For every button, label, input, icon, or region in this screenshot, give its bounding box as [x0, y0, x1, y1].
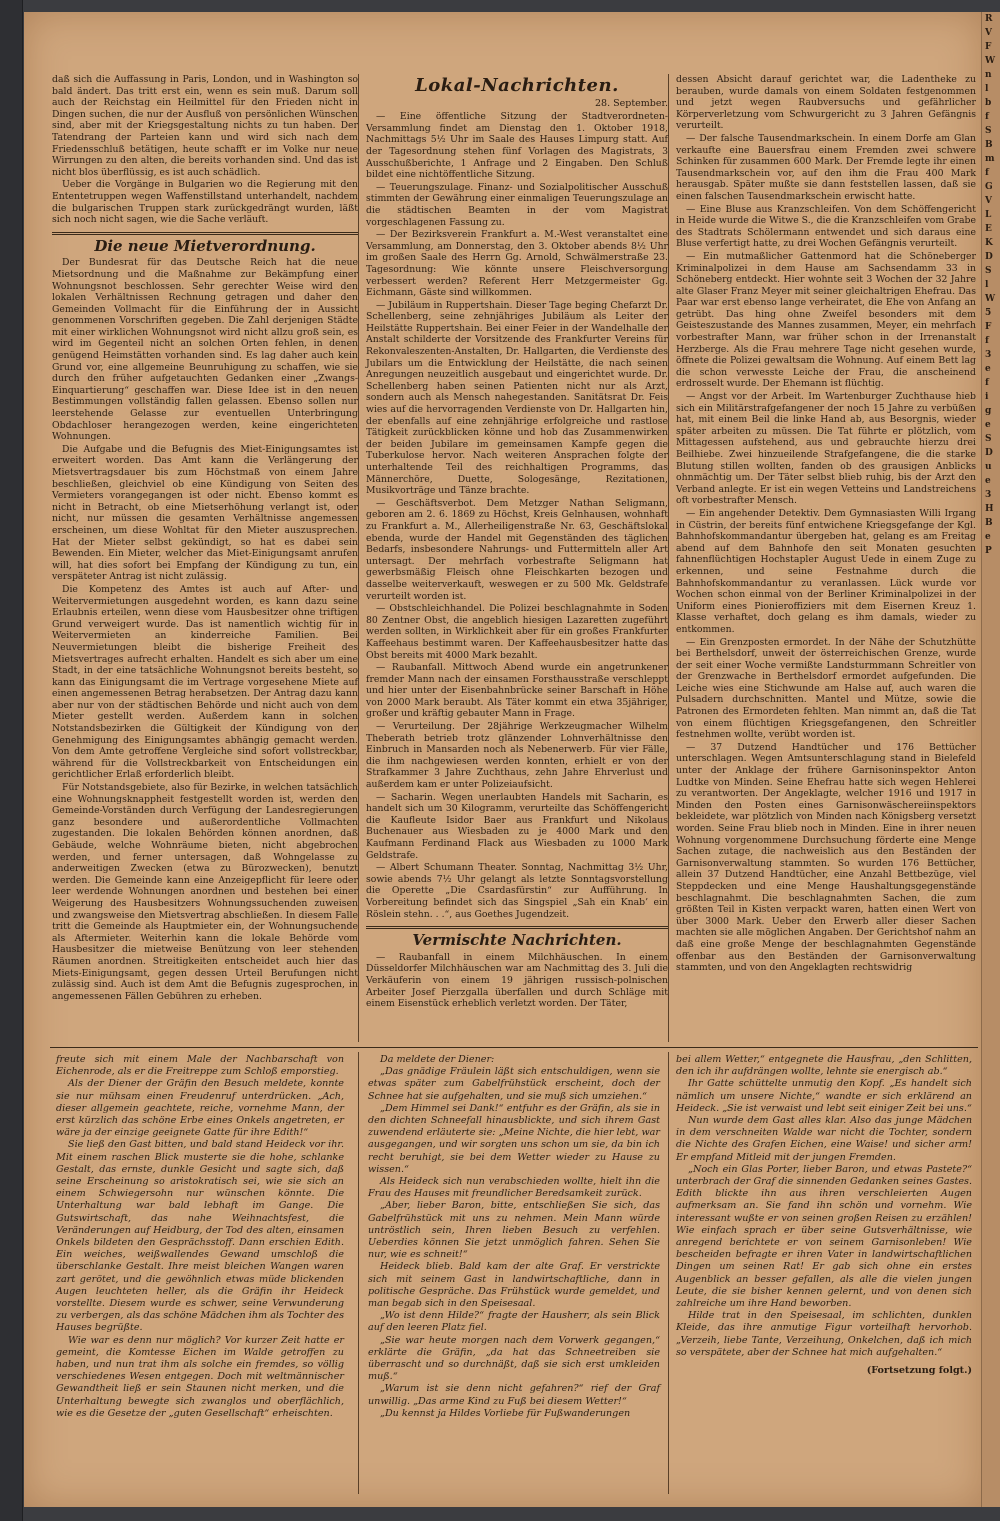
edge-letter: b — [985, 98, 992, 108]
news-item: — Verurteilung. Der 28jährige Werkzeugmacher Wilhelm Theberath betrieb trotz glänzender Lohnverhältnisse den Einbruch in Mansarden noch als Nebenerwerb. Für vier Fälle, die ihm nachgewiesen werden konnten, erhielt er von der Strafkammer 3 Jahre Zuchthaus, zehn Jahre Ehrverlust und außerdem kam er unter Polizeiaufsicht. — [366, 721, 668, 791]
edge-letter: l — [985, 84, 989, 94]
news-item: — 37 Dutzend Handtücher und 176 Bettücher unterschlagen. Wegen Amtsunterschlagung stand in Bielefeld unter der Anklage der frühere Garnisoninspektor Anton Ludtke von Minden. Seine Ehefrau hatte sich wegen Hehlerei zu verantworten. Der Angeklagte, welcher 1916 und 1917 in Minden den Posten eines Garnisonwäschereiinspektors bekleidete, war plötzlich von Minden nach Königsberg versetzt worden. Seine Frau blieb noch in Minden. Eine in ihrer neuen Wohnung vorgenommene Durchsuchung förderte eine Menge Sachen zutage, die nachweislich aus den Beständen der Garnisonverwaltung stammten. So wurden 176 Bettücher, allein 37 Dutzend Handtücher, eine Anzahl Bettbezüge, viel Steppdecken und eine Menge Haushaltungsgegenstände beschlagnahmt. Die beschlagnahmten Sachen, die zum größten Teil in Kisten verpackt waren, hatten einen Wert von über 3000 Mark. Ueber den Erwerb aller dieser Sachen machten sie alle möglichen Angaben. Der Gerichtshof nahm an daß eine große Menge der beschlagnahmten Gegenstände offenbar aus den Beständen der Garnisonverwaltung stammten, und von den Angeklagten rechtswidrig — [676, 741, 976, 974]
edge-letter: m — [985, 154, 995, 164]
edge-letter: f — [985, 336, 989, 346]
continued-note: (Fortsetzung folgt.) — [866, 1365, 972, 1377]
edge-letter: K — [985, 238, 993, 248]
edge-letter: V — [985, 196, 992, 206]
column-rule — [358, 1052, 359, 1494]
edge-letter: D — [985, 448, 993, 458]
column-rule — [668, 1052, 669, 1494]
column-rule — [358, 74, 359, 1042]
serial-paragraph: Heideck blieb. Bald kam der alte Graf. Er verstrickte sich mit seinem Gast in landwirtschaftliche, dann in politische Gespräche. Das Frühstück wurde gemeldet, und man begab sich in den Speisesaal. — [368, 1261, 660, 1310]
edge-letter: L — [985, 210, 992, 220]
news-item: — Angst vor der Arbeit. Im Wartenburger Zuchthause hieb sich ein Militärstrafgefangener der noch 15 Jahre zu verbüßen hat, mit einem Beil die linke Hand ab, aus Besorgnis, wieder später arbeiten zu müssen. Die Tat führte er plötzlich, vom Mittagessen aufstehend, aus und gebrauchte hierzu drei Beilhiebe. Zwei hinzueilende Strafgefangene, die die starke Blutung stillen wollten, fanden ob des grausigen Anblicks ohnmächtig um. Der Täter selbst blieb ruhig, bis der Arzt den Verband anlegte. Er ist ein wegen Vetteins und Landstreichens oft vorbestrafter Mensch. — [676, 391, 976, 507]
news-item: — Sacharin. Wegen unerlaubten Handels mit Sacharin, es handelt sich um 30 Kilogramm, verurteilte das Schöffengericht die Kaufleute Isidor Baer aus Frankfurt und Nikolaus Buchenauer aus Wiesbaden zu je 4000 Mark und den Kaufmann Ferdinand Flack aus Wiesbaden zu 1000 Mark Geldstrafe. — [366, 791, 668, 861]
edge-letter: 5 — [985, 308, 992, 318]
edge-letter: g — [985, 406, 992, 416]
article-heading: Die neue Mietverordnung. — [94, 236, 316, 255]
edge-letter: n — [985, 70, 992, 80]
edge-letter: f — [985, 168, 989, 178]
edge-letter: E — [985, 224, 992, 234]
serial-paragraph: „Dem Himmel sei Dank!“ entfuhr es der Gräfin, als sie in den dichten Schneefall hinausblickte, und sich ihrem Gast zuwendend erläuterte sie: „Meine Nichte, die hier lebt, war ausgegangen, und wir sorgten uns schon um sie, da bin ich recht beruhigt, sie bei dem Wetter wieder zu Hause zu wissen.“ — [368, 1102, 660, 1175]
serial-paragraph: Sie ließ den Gast bitten, und bald stand Heideck vor ihr. Mit einem raschen Blick musterte sie die hohe, schlanke Gestalt, das ernste, dunkle Gesicht und sagte sich, daß seine Erscheinung so aristokratisch sei, wie sie sich an einem Schwiegersohn nur wünschen könnte. Die Unterhaltung war bald lebhaft im Gange. Die Gutswirtschaft, das nahe Weihnachtsfest, die Veränderungen auf Heidburg, der Tod des alten, einsamen Onkels bildeten den Gesprächsstoff. Dann erschien Edith. Ein weiches, weißwallendes Gewand umschloß die überschlanke Gestalt. Ihre meist bleichen Wangen waren zart gerötet, und die gewöhnlich etwas müde blickenden Augen leuchteten heller, als die Gräfin ihr Heideck vorstellte. Diesem wurde es schwer, seine Verwunderung zu verbergen, als das schöne Mädchen ihm als Tochter des Hauses begrüßte. — [56, 1139, 344, 1334]
edge-letter: D — [985, 252, 993, 262]
article-paragraph: Der Bundesrat für das Deutsche Reich hat die neue Mietsordnung und die Maßnahme zur Bekämpfung einer Wohnungsnot beschlossen. Sehr gerechter Weise wird den lokalen Verhältnissen Rechnung getragen und daher den Gemeinden Vollmacht für die Einführung der in Aussicht genommenen Vorschriften gegeben. Die Zahl derjenigen Städte mit einer wirklichen Wohnungsnot wird nicht allzu groß sein, es wird im Gegenteil nicht an solchen Orten fehlen, in denen genügend Heimstätten vorhanden sind. Es lag daher auch kein Grund vor, eine allgemeine Beunruhigung zu schaffen, wie sie durch den früher aufgetauchten Gedanken einer „Zwangs-Einquartierung“ geschaffen war. Diese Idee ist in den neuen Bestimmungen vollständig fallen gelassen. Ebenso sollen nur leerstehende Gelasse zur eventuellen Unterbringung Obdachloser herangezogen werden, keine eingerichteten Wohnungen. — [52, 257, 358, 443]
serial-paragraph: „Aber, lieber Baron, bitte, entschließen Sie sich, das Gabelfrühstück mit uns zu nehmen. Mein Mann würde untröstlich sein, Ihren lieben Besuch zu verfehlen. Ueberdies können Sie jetzt unmöglich fahren. Sehen Sie nur, wie es schneit!“ — [368, 1200, 660, 1261]
edge-letter: G — [985, 182, 993, 192]
edge-letter: W — [985, 56, 996, 66]
article-paragraph: Die Kompetenz des Amtes ist auch auf After- und Weitervermietungen ausgedehnt worden, es kann dazu seine Erlaubnis erteilen, wenn diese vom Hausbesitzer ohne triftigen Grund verweigert wurde. Das ist namentlich wichtig für in Weitervermieten an kinderreiche Familien. Bei Neuvermietungen bleibt die bisherige Freiheit des Mietsvertrages aufrecht erhalten. Handelt es sich aber um eine Stadt, in der eine tatsächliche Wohnungsnot bereits besteht, so kann das Einigungsamt die im Vertrage vorgesehene Miete auf einen angemessenen Betrag herabsetzen. Der Antrag dazu kann aber nur von der städtischen Behörde und nicht auch von dem Mieter gestellt werden. Außerdem kann in solchen Notstandsbezirken die Gültigkeit der Kündigung von der Genehmigung des Einigungsamtes abhängig gemacht werden. Von dem Amte getroffene Vergleiche sind sofort vollstreckbar, während für die Vollstreckbarkeit von Entscheidungen ein gerichtlicher Erlaß erforderlich bleibt. — [52, 583, 358, 781]
edge-letter: F — [985, 42, 992, 52]
news-item: — Ein angehender Detektiv. Dem Gymnasiasten Willi Irgang in Cüstrin, der bereits fünf entwichene Kriegsgefange der Kgl. Bahnhofskommandantur übergeben hat, gelang es am Freitag abend auf dem Bahnhofe den seit Monaten gesuchten fahnenflüchtigen Hochstapler August Uede in einem Zuge zu erkennen, und seine Festnahme durch die Bahnhofskommandantur zu veranlassen. Lück wurde vor Wochen schon einmal von der Berliner Kriminalpolizei in der Uniform eines Pionieroffiziers mit dem Eisernen Kreuz 1. Klasse verhaftet, doch gelang es ihm damals, wieder zu entkommen. — [676, 507, 976, 635]
dateline: 28. September. — [594, 97, 668, 109]
serial-paragraph: Ihr Gatte schüttelte unmutig den Kopf. „Es handelt sich nämlich um unsere Nichte,“ wandte er sich erklärend an Heideck. „Sie ist verwaist und lebt seit einiger Zeit bei uns.“ — [676, 1078, 972, 1114]
edge-letter: B — [985, 518, 993, 528]
serial-paragraph: „Noch ein Glas Porter, lieber Baron, und etwas Pastete?“ unterbrach der Graf die sinnenden Gedanken seines Gastes. Edith blickte ihn aus ihren verschleierten Augen aufmerksam an. Sie fand ihn schön und vornehm. Wie interessant wußte er von seinen großen Reisen zu erzählen! Wie einfach sprach er über seine Gutsverhältnisse, wie anregend berichtete er von seinem Garnisonleben! Wie bescheiden befragte er ihren Vater in landwirtschaftlichen Dingen um seinen Rat! Er gab sich ohne ein erstes Augenblick an besser gefallen, als alle die vielen jungen Leute, die sie bisher kennen gelernt, und von denen sich zahlreiche um ihre Hand beworben. — [676, 1163, 972, 1310]
column-politics — [52, 74, 358, 1003]
section-heading-local: Lokal-Nachrichten. — [415, 75, 619, 96]
serial-paragraph: Nun wurde dem Gast alles klar. Also das junge Mädchen in dem verschneiten Walde war nicht die Tochter, sondern die Nichte des Grafen Eichen, eine Waise! und sicher arm! Er empfand Mitleid mit der jungen Fremden. — [676, 1115, 972, 1163]
edge-letter: e — [985, 364, 991, 374]
divider — [52, 232, 358, 235]
edge-letter: 3 — [985, 350, 992, 360]
edge-letter: u — [985, 462, 992, 472]
news-item: — Geschäftsverbot. Dem Metzger Nathan Seligmann, geboren am 2. 6. 1869 zu Höchst, Kreis Gelnhausen, wohnhaft zu Frankfurt a. M., Allerheiligenstraße Nr. 63, Geschäftslokal ebenda, wurde der Handel mit Gegenständen des täglichen Bedarfs, insbesondere Nahrungs- und Futtermitteln aller Art untersagt. Der mehrfach vorbestrafte Seligmann hat gewerbsmäßig Fleisch ohne Fleischkarten bezogen und dasselbe weiterverkauft, weswegen er zu 500 Mk. Geldstrafe verurteilt worden ist. — [366, 497, 668, 602]
article-paragraph: Die Aufgabe und die Befugnis des Miet-Einigungsamtes ist erweitert worden. Das Amt kann die Verlängerung der Mietsvertragsdauer bis zum Höchstmaß von einem Jahre beschließen, gleichviel ob eine Kündigung von Seiten des Vermieters vorangegangen ist oder nicht. Ebenso kommt es nicht in Betracht, ob eine Mietserhöhung verlangt ist, oder nicht, nur müssen die gesamten Verhältnisse angemessen erscheinen, um diese Wohltat für den Mieter auszusprechen. Hat der Mieter selbst gekündigt, so hat es dabei sein Bewenden. Ein Mieter, welcher das Miet-Einigungsamt anrufen will, hat dies sofort bei Empfang der Kündigung zu tun, ein verspäteter Antrag ist nicht zulässig. — [52, 443, 358, 583]
divider — [366, 926, 668, 929]
edge-letter: 3 — [985, 490, 992, 500]
edge-letter: e — [985, 420, 991, 430]
serial-paragraph: „Das gnädige Fräulein läßt sich entschuldigen, wenn sie etwas später zum Gabelfrühstück erscheint, doch der Schnee hat sie aufgehalten, und sie muß sich umziehen.“ — [368, 1066, 660, 1102]
news-item: — Raubanfall. Mittwoch Abend wurde ein angetrunkener fremder Mann nach der einsamen Forsthausstraße verschleppt und hier unter der Eisenbahnbrücke seiner Barschaft in Höhe von 2000 Mark beraubt. Als Täter kommt ein etwa 35jähriger, großer und kräftig gebauter Mann in Frage. — [366, 662, 668, 720]
serial-paragraph: Hilde trat in den Speisesaal, im schlichten, dunklen Kleide, das ihre anmutige Figur vorteilhaft hervorhob. „Verzeih, liebe Tante, Verzeihung, Onkelchen, daß ich mich so verspätete, aber der Schnee hat mich aufgehalten.“ — [676, 1310, 972, 1358]
news-item: — Der Bezirksverein Frankfurt a. M.-West veranstaltet eine Versammlung, am Donnerstag, den 3. Oktober abends 8½ Uhr im großen Saale des Herrn Gg. Arnold, Schwälmerstraße 23. Tagesordnung: Wie könnte unsere Fleischversorgung verbessert werden? Referent Herr Metzgermeister Gg. Eichmann, Gäste sind willkommen. — [366, 229, 668, 299]
serial-column-3 — [676, 1054, 972, 1377]
edge-letter: W — [985, 294, 996, 304]
news-item: — Teuerungszulage. Finanz- und Sozialpolitischer Ausschuß stimmten der Gewährung einer einmaligen Teuerungszulage an die städtischen Beamten in der vom Magistrat vorgeschlagenen Fassung zu. — [366, 181, 668, 228]
serial-paragraph: bei allem Wetter,“ entgegnete die Hausfrau, „den Schlitten, den ich ihr aufdrängen wollte, lehnte sie energisch ab.“ — [676, 1054, 972, 1078]
serial-paragraph: „Wo ist denn Hilde?“ fragte der Hausherr, als sein Blick auf den leeren Platz fiel. — [368, 1310, 660, 1334]
serial-paragraph: Als Heideck sich nun verabschieden wollte, hielt ihn die Frau des Hauses mit freundlicher Beredsamkeit zurück. — [368, 1176, 660, 1200]
serial-paragraph: „Sie war heute morgen nach dem Vorwerk gegangen,“ erklärte die Gräfin, „da hat das Schneetreiben sie überrascht und so durchnäßt, daß sie sich erst umkleiden muß.“ — [368, 1334, 660, 1383]
edge-letter: S — [985, 126, 992, 136]
serial-paragraph: Wie war es denn nur möglich? Vor kurzer Zeit hatte er gemeint, die Komtesse Eichen im Walde getroffen zu haben, und nun trat ihm als solche ein fremdes, so völlig verschiedenes Wesen entgegen. Doch mit weltmännischer Gewandtheit ließ er sein Staunen nicht merken, und die Unterhaltung bewegte sich zwanglos und oberflächlich, wie es die Gesetze der „guten Gesellschaft“ erheischten. — [56, 1334, 344, 1419]
newspaper-page — [24, 12, 982, 1507]
adjacent-page-edge — [981, 12, 1000, 1507]
news-item: — Ein Grenzposten ermordet. In der Nähe der Schutzhütte bei Berthelsdorf, unweit der österreichischen Grenze, wurde der seit einer Woche vermißte Landsturmmann Schreitler von der Grenzwache in Berthelsdorf ermordet aufgefunden. Die Leiche wies eine Stichwunde am Halse auf, auch waren die Pulsadern durchschnitten. Mantel und Mütze, sowie die Patronen des Ermordeten fehlten. Man nimmt an, daß die Tat von einem flüchtigen Kriegsgefangenen, den Schreitler festnehmen wollte, verübt worden ist. — [676, 636, 976, 741]
edge-letter: e — [985, 476, 991, 486]
serial-column-1 — [56, 1054, 344, 1420]
edge-letter: B — [985, 140, 993, 150]
edge-letter: i — [985, 392, 989, 402]
serial-paragraph: „Du kennst ja Hildes Vorliebe für Fußwanderungen — [380, 1407, 631, 1419]
edge-letter: f — [985, 112, 989, 122]
news-item: — Jubiläum in Ruppertshain. Dieser Tage beging Chefarzt Dr. Schellenberg, seine zehnjähriges Jubiläum als Leiter der Heilstätte Ruppertshain. Bei einer Feier in der Wandelhalle der Anstalt schilderte der Vorsitzende des Frankfurter Vereins für Rekonvaleszenten-Anstalten, Dr. Hallgarten, die Verdienste des Jubilars um die Entwicklung der Heilstätte, die nach seinen Anregungen neuzeitlich ausgebaut und eingerichtet wurde. Dr. Schellenberg haben seinen Patienten nicht nur als Arzt, sondern auch als Mensch nahegestanden. Sanitätsrat Dr. Feis wies auf die hervorragenden Verdienste von Dr. Hallgarten hin, der ebenfalls auf eine zehnjährige erfolgreiche und rastlose Tätigkeit zurückblicken könne und hob das Zusammenwirken der beiden Jubilare im gemeinsamen Kampfe gegen die Tuberkulose hervor. Nach weiteren Ansprachen folgte der unterhaltende Teil des reichhaltigen Programms, das Männerchöre, Duette, Sologesänge, Rezitationen, Musikvorträge und Tänze brachte. — [366, 299, 668, 497]
news-item: — Der falsche Tausendmarkschein. In einem Dorfe am Glan verkaufte eine Bauersfrau einem Fremden zwei schwere Schinken für zusammen 600 Mark. Der Fremde legte ihr einen Tausendmarkschein vor, auf den ihm die Frau 400 Mark herausgab. Später mußte sie dann feststellen lassen, daß sie einen falschen Tausendmarkschein erwischt hatte. — [676, 132, 976, 202]
news-item: — Raubanfall in einem Milchhäuschen. In einem Düsseldorfer Milchhäuschen war am Nachmittag des 3. Juli die Verkäuferin von einem 19 jährigen russisch-polnischen Arbeiter Josef Pierzgalla überfallen und durch Schläge mit einem Eisenstück erheblich verletzt worden. Der Täter, — [366, 951, 668, 1010]
edge-letter: e — [985, 532, 991, 542]
edge-letter: P — [985, 546, 992, 556]
edge-letter: V — [985, 28, 992, 38]
edge-letter: S — [985, 434, 992, 444]
serial-column-2 — [368, 1054, 660, 1420]
article-text: daß sich die Auffassung in Paris, London, und in Washington so bald ändert. Das tritt erst ein, wenn es sein muß. Darum soll auch der Reichstag ein Heilmittel für den Frieden nicht in Dingen suchen, die nur der Ausfluß von persönlichen Wünschen sind, aber mit der Kriegsgestaltung nichts zu tun haben. Der Tatendrang der Parteien kann und wird sich nach dem Friedensschluß betätigen, heute schafft er im Volke nur neue Wirrungen zu den alten, die bereits vorhanden sind. Und das ist nicht blos überflüssig, es ist auch schädlich. — [52, 74, 358, 178]
column-local-news — [366, 74, 668, 1011]
serial-paragraph: Da meldete der Diener: — [380, 1054, 495, 1065]
column-rule — [668, 74, 669, 1042]
edge-letter: R — [985, 14, 993, 24]
section-heading-misc: Vermischte Nachrichten. — [412, 931, 622, 950]
news-item: — Ein mutmaßlicher Gattenmord hat die Schöneberger Kriminalpolizei in dem Hause am Sachsendamm 33 in Schöneberg entdeckt. Hier wohnte seit 3 Wochen der 32 Jahre alte Glaser Franz Meyer mit seiner gleichaltrigen Ehefrau. Das Paar war erst ebenso lange verheiratet, die Ehe von Anfang an getrübt. Das hing ohne Zweifel besonders mit dem Geisteszustande des Mannes zusammen, Meyer, ein mehrfach vorbestrafter Mann, war früher schon in der Irrenanstalt Herzberge. Als die Frau mehrere Tage nicht gesehen wurde, öffnete die Polizei gewaltsam die Wohnung. Auf einem Bett lag die schon verwesste Leiche der Frau, die anscheinend erdrosselt wurde. Der Ehemann ist flüchtig. — [676, 250, 976, 390]
edge-letter: H — [985, 504, 994, 514]
article-text: Ueber die Vorgänge in Bulgarien wo die Regierung mit den Ententetruppen wegen Waffenstillstand unterhandelt, nachdem die bulgarischen Truppen stark zurückgedrängt wurden, läßt sich noch nicht sagen, wie die Sache verläuft. — [52, 179, 358, 226]
news-item: — Albert Schumann Theater. Sonntag, Nachmittag 3½ Uhr, sowie abends 7½ Uhr gelangt als letzte Sonntagsvorstellung die Operette „Die Csardasfürstin“ zur Aufführung. In Vorbereitung befindet sich das Singspiel „Sah ein Knab’ ein Röslein stehn. . .“, aus Goethes Jugendzeit. — [366, 862, 668, 920]
edge-letter: F — [985, 322, 992, 332]
news-item: — Eine öffentliche Sitzung der Stadtverordneten-Versammlung findet am Dienstag den 1. Oktober 1918, Nachmittags 5½ Uhr im Saale des Hauses Limpurg statt. Auf der Tagesordnung stehen fünf Vorlagen des Magistrats, 3 Ausschußberichte, 1 Anfrage und 2 Eingaben. Den Schluß bildet eine nichtöffentliche Sitzung. — [366, 111, 668, 181]
news-item: dessen Absicht darauf gerichtet war, die Ladentheke zu berauben, wurde damals von einem Soldaten festgenommen und jetzt wegen Raubversuchs und gefährlicher Körperverletzung vom Schwurgericht zu 3 Jahren Gefängnis verurteilt. — [676, 74, 976, 132]
edge-letter: l — [985, 280, 989, 290]
serial-paragraph: freute sich mit einem Male der Nachbarschaft von Eichenrode, als er die Freitreppe zum Schloß emporstieg. — [56, 1054, 344, 1078]
article-paragraph: Für Notstandsgebiete, also für Bezirke, in welchen tatsächlich eine Wohnungsknappheit festgestellt worden ist, werden den Gemeinde-Vorständen durch Verfügung der Landesregierungen ganz besondere und außerordentliche Vollmachten zugestanden. Die lokalen Behörden können anordnen, daß Gebäude, welche Wohnräume bieten, nicht abgebrochen werden, und ferner untersagen, daß Wohngelasse zu anderweitigen Zwecken (etwa zu Bürozwecken), benutzt werden. Die Gemeinde kann eine Anzeigepflicht für leere oder leer werdende Wohnungen anordnen und bestehen bei einer Weigerung des Hausbesitzers Wohnungssuchenden zuweisen und zwangsweise den Mietsvertrag abschließen. In diesem Falle tritt die Gemeinde als Hauptmieter ein, der Wohnungsuchende als Aftermieter. Weiterhin kann die lokale Behörde vom Hausbesitzer die mietweise Benützung von leer stehenden Räumen anordnen. Streitigkeiten entscheidet auch hier das Miets-Einigungsamt, gegen dessen Urteil Berufungen nicht zulässig sind. Auch ist dem Amt die Befugnis zugesprochen, in angemessenen Fällen Gebühren zu erheben. — [52, 782, 358, 1002]
serial-paragraph: Als der Diener der Gräfin den Besuch meldete, konnte sie nur mühsam einen Freudenruf unterdrücken. „Ach, dieser allgemein geachtete, reiche, vornehme Mann, der erst kürzlich das schöne Erbe eines Onkels angetreten, er wäre ja der einzige geeignete Gatte für ihre Edith!“ — [56, 1078, 344, 1139]
edge-letter: f — [985, 378, 989, 388]
edge-letter: S — [985, 266, 992, 276]
feuilleton-rule — [50, 1047, 978, 1048]
column-misc-news — [676, 74, 976, 975]
news-item: — Eine Bluse aus Kranzschleifen. Von dem Schöffengericht in Heide wurde die Witwe S., die die Kranzschleifen vom Grabe des Stadtrats Schölermann entwendet und sich daraus eine Bluse verfertigt hatte, zu drei Wochen Gefängnis verurteilt. — [676, 203, 976, 250]
news-item: — Obstschleichhandel. Die Polizei beschlagnahmte in Soden 80 Zentner Obst, die angeblich hiesigen Lazaretten zugeführt werden sollten, in Wirklichkeit aber für ein großes Frankfurter Kaffeehaus bestimmt waren. Der Kaffeehausbesitzer hatte das Obst bereits mit 4000 Mark bezahlt. — [366, 603, 668, 661]
binder-strip — [0, 0, 23, 1521]
serial-paragraph: „Warum ist sie denn nicht gefahren?“ rief der Graf unwillig. „Das arme Kind zu Fuß bei diesem Wetter!“ — [368, 1383, 660, 1407]
